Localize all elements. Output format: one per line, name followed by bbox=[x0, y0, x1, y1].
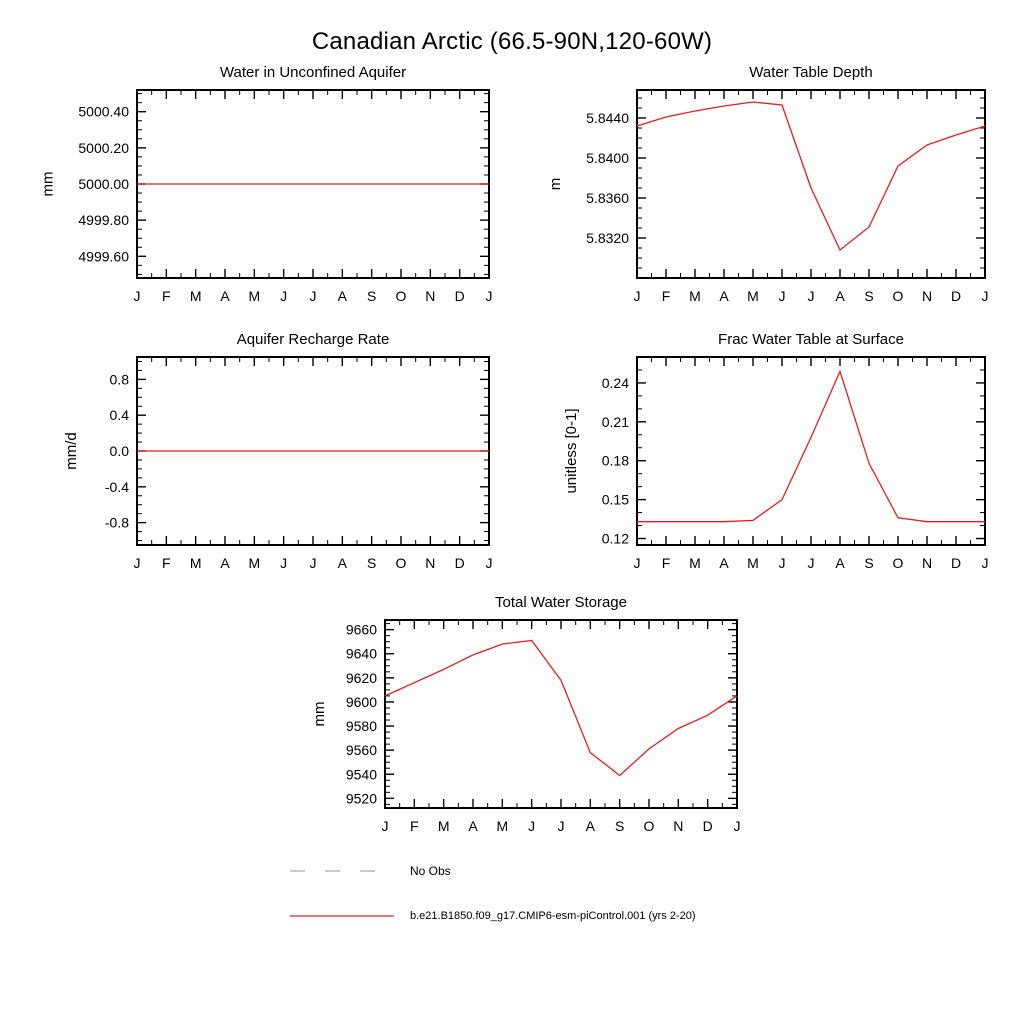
x-tick-label: M bbox=[248, 288, 261, 304]
panel-aquifer-recharge-rate bbox=[27, 322, 499, 590]
chart-water-unconfined-aquifer bbox=[27, 55, 499, 323]
x-tick-label: F bbox=[162, 288, 171, 304]
panel-frac-water-table-surface bbox=[527, 322, 995, 590]
panel-title: Water in Unconfined Aquifer bbox=[219, 64, 407, 81]
y-tick-label: 0.24 bbox=[601, 374, 629, 391]
x-tick-label: D bbox=[454, 555, 465, 571]
plot-frame bbox=[385, 620, 737, 808]
panel-title: Water Table Depth bbox=[749, 64, 873, 81]
y-tick-label: 5.8320 bbox=[586, 230, 629, 246]
x-tick-label: A bbox=[835, 288, 845, 304]
x-tick-label: J bbox=[280, 555, 288, 571]
series-line bbox=[637, 102, 985, 250]
y-tick-label: 5.8400 bbox=[586, 150, 629, 166]
y-tick-label: 0.18 bbox=[601, 452, 629, 469]
x-tick-label: N bbox=[921, 555, 933, 571]
chart-water-table-depth bbox=[527, 55, 995, 323]
x-tick-label: M bbox=[189, 555, 202, 571]
y-axis-label: mm/d bbox=[62, 432, 80, 470]
x-tick-label: A bbox=[719, 555, 729, 571]
x-tick-label: J bbox=[485, 288, 493, 304]
panel-title: Aquifer Recharge Rate bbox=[236, 331, 390, 348]
x-tick-label: M bbox=[689, 288, 701, 304]
x-tick-label: M bbox=[189, 288, 202, 304]
x-tick-label: O bbox=[892, 288, 904, 304]
legend-entry-model-run bbox=[287, 909, 696, 923]
x-tick-label: F bbox=[661, 555, 671, 571]
series-line bbox=[637, 371, 985, 521]
x-tick-label: J bbox=[280, 288, 288, 304]
x-tick-label: D bbox=[950, 288, 962, 304]
x-tick-label: S bbox=[864, 555, 874, 571]
x-tick-label: J bbox=[981, 288, 989, 304]
y-tick-label: 9520 bbox=[345, 790, 377, 807]
x-tick-label: F bbox=[410, 818, 419, 834]
x-tick-label: M bbox=[747, 288, 759, 304]
y-tick-label: 0.4 bbox=[109, 407, 129, 424]
y-tick-label: 4999.80 bbox=[78, 212, 129, 229]
x-tick-label: F bbox=[162, 555, 171, 571]
y-tick-label: 9560 bbox=[345, 742, 377, 759]
y-tick-label: 0.15 bbox=[601, 491, 629, 508]
panel-water-table-depth bbox=[527, 55, 995, 323]
chart-total-water-storage bbox=[275, 585, 747, 853]
x-tick-label: J bbox=[133, 288, 141, 304]
x-tick-label: J bbox=[381, 818, 389, 834]
x-tick-label: M bbox=[496, 818, 509, 834]
y-tick-label: 9600 bbox=[345, 693, 377, 710]
x-tick-label: J bbox=[528, 818, 536, 834]
x-tick-label: S bbox=[864, 288, 874, 304]
x-tick-label: J bbox=[309, 555, 317, 571]
y-tick-label: 9620 bbox=[345, 669, 377, 686]
y-tick-label: 5000.00 bbox=[78, 176, 129, 192]
panel-total-water-storage bbox=[275, 585, 747, 853]
solid-line-icon bbox=[287, 910, 397, 922]
x-tick-label: J bbox=[778, 555, 786, 571]
x-tick-label: A bbox=[719, 288, 729, 304]
x-tick-label: J bbox=[133, 555, 141, 571]
x-tick-label: O bbox=[395, 288, 407, 304]
y-axis-label: mm bbox=[39, 171, 57, 197]
y-tick-label: 0.8 bbox=[109, 371, 129, 388]
chart-aquifer-recharge-rate bbox=[27, 322, 499, 590]
x-tick-label: M bbox=[248, 555, 261, 571]
legend-label: No Obs bbox=[410, 864, 451, 878]
legend-label: b.e21.B1850.f09_g17.CMIP6-esm-piControl.001 (yrs 2-20) bbox=[410, 910, 696, 922]
x-tick-label: N bbox=[673, 818, 684, 834]
chart-frac-water-table-surface bbox=[527, 322, 995, 590]
y-axis-label: mm bbox=[310, 701, 328, 727]
y-tick-label: 0.0 bbox=[109, 443, 129, 459]
x-tick-label: F bbox=[661, 288, 671, 304]
x-tick-label: O bbox=[643, 818, 655, 834]
x-tick-label: A bbox=[468, 818, 478, 834]
x-tick-label: J bbox=[733, 818, 741, 834]
x-tick-label: J bbox=[633, 555, 641, 571]
x-tick-label: N bbox=[425, 288, 436, 304]
x-tick-label: J bbox=[807, 288, 815, 304]
y-tick-label: 9540 bbox=[345, 766, 377, 783]
x-tick-label: D bbox=[702, 818, 713, 834]
x-tick-label: M bbox=[747, 555, 759, 571]
y-tick-label: 4999.60 bbox=[78, 248, 129, 265]
y-tick-label: 0.12 bbox=[601, 530, 629, 547]
x-tick-label: M bbox=[689, 555, 701, 571]
x-tick-label: D bbox=[950, 555, 962, 571]
x-tick-label: J bbox=[557, 818, 565, 834]
x-tick-label: N bbox=[921, 288, 933, 304]
series-line bbox=[385, 641, 737, 776]
y-tick-label: 5.8440 bbox=[586, 110, 629, 126]
x-tick-label: A bbox=[835, 555, 845, 571]
x-tick-label: S bbox=[614, 818, 625, 834]
plot-frame bbox=[637, 90, 985, 278]
x-tick-label: A bbox=[337, 555, 348, 571]
x-tick-label: N bbox=[425, 555, 436, 571]
y-tick-label: 5.8360 bbox=[586, 190, 629, 206]
dashed-line-icon bbox=[287, 865, 397, 877]
y-tick-label: 5000.20 bbox=[78, 139, 129, 156]
y-tick-label: 9660 bbox=[345, 621, 377, 638]
y-tick-label: 5000.40 bbox=[78, 103, 129, 120]
figure-title: Canadian Arctic (66.5-90N,120-60W) bbox=[311, 28, 713, 55]
panel-title: Total Water Storage bbox=[494, 594, 627, 611]
x-tick-label: O bbox=[395, 555, 407, 571]
x-tick-label: D bbox=[454, 288, 465, 304]
x-tick-label: J bbox=[485, 555, 493, 571]
legend bbox=[287, 864, 696, 954]
x-tick-label: S bbox=[366, 288, 377, 304]
x-tick-label: J bbox=[633, 288, 641, 304]
panel-water-unconfined-aquifer bbox=[27, 55, 499, 323]
x-tick-label: O bbox=[892, 555, 904, 571]
x-tick-label: J bbox=[309, 288, 317, 304]
x-tick-label: A bbox=[220, 288, 230, 304]
y-axis-label: m bbox=[547, 177, 565, 191]
y-tick-label: -0.4 bbox=[104, 478, 129, 495]
x-tick-label: S bbox=[366, 555, 377, 571]
x-tick-label: A bbox=[585, 818, 596, 834]
x-tick-label: J bbox=[807, 555, 815, 571]
plot-frame bbox=[637, 357, 985, 545]
x-tick-label: J bbox=[778, 288, 786, 304]
y-tick-label: 0.21 bbox=[601, 413, 629, 430]
y-tick-label: -0.8 bbox=[104, 514, 129, 531]
x-tick-label: A bbox=[220, 555, 230, 571]
legend-entry-no-obs bbox=[287, 864, 696, 878]
x-tick-label: A bbox=[337, 288, 348, 304]
y-tick-label: 9580 bbox=[345, 718, 377, 735]
y-axis-label: unitless [0-1] bbox=[562, 408, 580, 494]
y-tick-label: 9640 bbox=[345, 645, 377, 662]
panel-title: Frac Water Table at Surface bbox=[718, 331, 904, 348]
x-tick-label: J bbox=[981, 555, 989, 571]
x-tick-label: M bbox=[437, 818, 450, 834]
